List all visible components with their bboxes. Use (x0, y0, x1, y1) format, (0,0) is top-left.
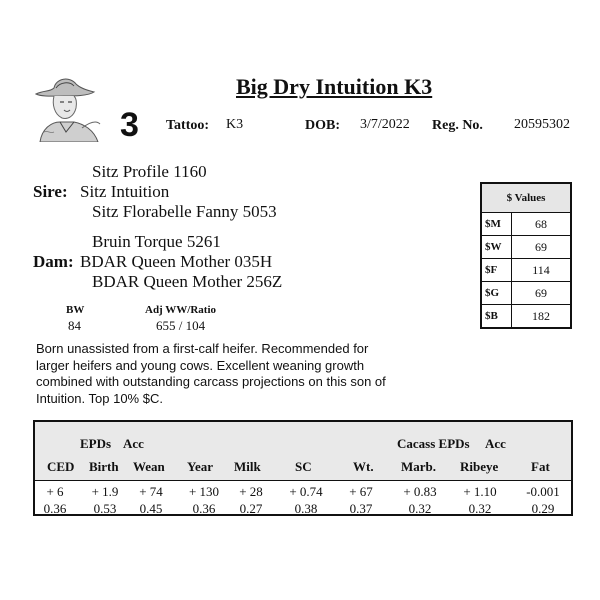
reg-label: Reg. No. (432, 118, 483, 133)
dollar-key: $B (482, 305, 512, 327)
dam-sire: Bruin Torque 5261 (92, 232, 221, 251)
acc-value: 0.37 (349, 501, 373, 516)
epd-value: + 1.9 (91, 484, 119, 499)
epd-value: + 28 (239, 484, 263, 499)
dollar-row (482, 259, 570, 282)
acc-value: 0.45 (139, 501, 163, 516)
lot-number: 3 (120, 106, 139, 144)
dollar-key: $F (482, 259, 512, 281)
bw-label: BW (66, 304, 85, 316)
sire-dam: Sitz Florabelle Fanny 5053 (92, 202, 277, 221)
dollar-value: 69 (535, 285, 547, 300)
col-header: CED (47, 459, 75, 474)
tattoo-value: K3 (226, 117, 244, 132)
description-text: Born unassisted from a first-calf heifer. Recommended for larger heifers and young cows. Excellent weaning growth combined with outstanding carcass projections on this son of Intuition. Top 10% $C. (36, 341, 386, 406)
col-header: Marb. (401, 459, 437, 474)
cowboy-sketch-logo-icon (30, 72, 104, 142)
col-header: Ribeye (460, 459, 499, 474)
dam-label: Dam: (33, 252, 74, 271)
sire-name: Sitz Intuition (80, 182, 170, 201)
epd-value: + 0.74 (289, 484, 323, 499)
dollar-row (482, 236, 570, 259)
dollar-row (482, 213, 570, 236)
dollar-key: $W (482, 236, 512, 258)
dollar-key: $G (482, 282, 512, 304)
epd-value: + 6 (46, 484, 64, 499)
epd-acc-label: Acc (123, 436, 144, 451)
reg-value: 20595302 (514, 117, 570, 132)
dollar-value: 114 (532, 262, 550, 277)
col-header: Year (187, 459, 213, 474)
dollar-row (482, 282, 570, 305)
bull-name-title: Big Dry Intuition K3 (236, 74, 433, 99)
acc-value: 0.32 (468, 501, 492, 516)
epd-value: + 130 (188, 484, 220, 499)
dam-name: BDAR Queen Mother 035H (80, 252, 273, 271)
tattoo-label: Tattoo: (166, 118, 210, 133)
sire-sire: Sitz Profile 1160 (92, 162, 207, 181)
dollar-value: 69 (535, 239, 547, 254)
dob-label: DOB: (305, 118, 340, 133)
acc-value: 0.36 (43, 501, 67, 516)
dollar-value: 68 (535, 216, 547, 231)
sire-label: Sire: (33, 182, 68, 201)
acc-value: 0.36 (192, 501, 216, 516)
dollar-key: $M (482, 213, 512, 235)
epd-group-label: EPDs (80, 436, 112, 451)
epd-value: + 74 (139, 484, 163, 499)
dam-dam: BDAR Queen Mother 256Z (92, 272, 283, 291)
epd-value: + 67 (349, 484, 373, 499)
dollar-values-title: $ Values (482, 184, 570, 213)
epd-value: + 0.83 (403, 484, 437, 499)
epd-value: -0.001 (526, 484, 560, 499)
col-header: SC (295, 459, 312, 474)
col-header: Fat (531, 459, 550, 474)
col-header: Wean (133, 459, 165, 474)
col-header: Wt. (353, 459, 374, 474)
dollar-row (482, 305, 570, 327)
carcass-acc-label: Acc (485, 436, 506, 451)
acc-value: 0.29 (531, 501, 555, 516)
acc-value: 0.32 (408, 501, 432, 516)
ww-value: 655 / 104 (156, 318, 206, 333)
epd-table (33, 420, 573, 516)
bw-value: 84 (68, 318, 81, 333)
col-header: Milk (234, 459, 261, 474)
acc-value: 0.38 (294, 501, 318, 516)
ww-label: Adj WW/Ratio (145, 304, 216, 316)
acc-value: 0.53 (93, 501, 117, 516)
epd-value: + 1.10 (463, 484, 497, 499)
dollar-value: 182 (532, 308, 550, 323)
col-header: Birth (89, 459, 119, 474)
acc-value: 0.27 (239, 501, 263, 516)
dob-value: 3/7/2022 (360, 117, 410, 132)
carcass-epd-label: Cacass EPDs (397, 436, 470, 451)
dollar-values-table (480, 182, 572, 329)
